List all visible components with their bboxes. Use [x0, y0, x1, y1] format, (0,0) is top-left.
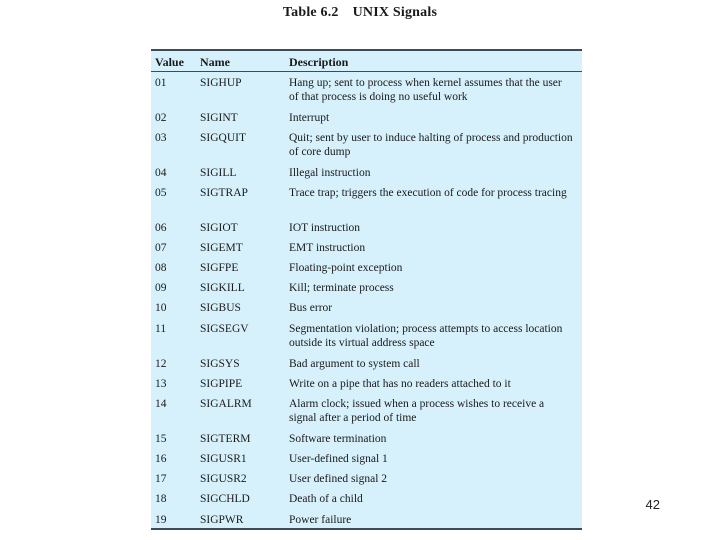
signal-name: SIGHUP: [200, 77, 242, 89]
signal-description: User defined signal 2: [289, 473, 388, 485]
signal-name: SIGFPE: [200, 262, 239, 274]
column-header-description: Description: [289, 55, 349, 69]
page-number: 42: [645, 497, 660, 512]
signal-value: 11: [155, 323, 167, 335]
signal-description: Hang up; sent to process when kernel assumes that the user of that process is doing no useful work: [289, 77, 562, 103]
signal-name: SIGEMT: [200, 242, 243, 254]
signals-table: [151, 49, 582, 530]
signal-name: SIGSYS: [200, 358, 240, 370]
table-title: [0, 5, 720, 21]
signal-description: Alarm clock; issued when a process wishes to receive a signal after a period of time: [289, 398, 545, 424]
signal-description: Interrupt: [289, 112, 330, 124]
signal-value: 14: [155, 398, 167, 410]
signal-name: SIGSEGV: [200, 323, 249, 335]
signal-description: Bus error: [289, 302, 333, 314]
signal-description: Write on a pipe that has no readers attached to it: [289, 378, 511, 390]
signal-description: User-defined signal 1: [289, 453, 388, 465]
signal-name: SIGTRAP: [200, 187, 248, 199]
signal-value: 12: [155, 358, 167, 370]
signal-name: SIGALRM: [200, 398, 252, 410]
signal-description: Segmentation violation; process attempts to access location outside its virtual address space: [289, 323, 563, 349]
signal-description: Bad argument to system call: [289, 358, 420, 370]
signal-name: SIGCHLD: [200, 493, 250, 505]
signal-value: 18: [155, 493, 167, 505]
signal-value: 06: [155, 222, 167, 234]
signal-description: Death of a child: [289, 493, 363, 505]
table-header: [151, 51, 582, 72]
column-header-name: Name: [200, 55, 230, 69]
signal-name: SIGUSR2: [200, 473, 247, 485]
signal-value: 13: [155, 378, 167, 390]
signal-name: SIGIOT: [200, 222, 238, 234]
signal-value: 16: [155, 453, 167, 465]
signal-value: 05: [155, 187, 167, 199]
signal-value: 02: [155, 112, 167, 124]
signal-value: 01: [155, 77, 167, 89]
signal-name: SIGPIPE: [200, 378, 243, 390]
column-header-value: Value: [155, 55, 184, 69]
signal-name: SIGBUS: [200, 302, 241, 314]
signal-name: SIGUSR1: [200, 453, 247, 465]
signal-value: 17: [155, 473, 167, 485]
signal-value: 04: [155, 167, 167, 179]
table-caption: UNIX Signals: [352, 5, 438, 20]
signal-description: Quit; sent by user to induce halting of process and production of core dump: [289, 132, 573, 158]
signal-value: 07: [155, 242, 167, 254]
signal-description: Software termination: [289, 433, 387, 445]
signal-description: Floating-point exception: [289, 262, 403, 274]
signal-description: IOT instruction: [289, 222, 361, 234]
signal-description: Kill; terminate process: [289, 282, 394, 294]
signal-name: SIGPWR: [200, 514, 244, 526]
signal-description: Illegal instruction: [289, 167, 371, 179]
signal-description: EMT instruction: [289, 242, 366, 254]
signal-name: SIGILL: [200, 167, 237, 179]
signal-name: SIGQUIT: [200, 132, 246, 144]
signal-value: 10: [155, 302, 167, 314]
signal-description: Trace trap; triggers the execution of code for process tracing: [289, 187, 567, 199]
signal-name: SIGKILL: [200, 282, 245, 294]
signal-description: Power failure: [289, 514, 352, 526]
signal-value: 03: [155, 132, 167, 144]
signal-value: 08: [155, 262, 167, 274]
signal-name: SIGTERM: [200, 433, 251, 445]
table-number: Table 6.2: [282, 5, 339, 20]
signal-name: SIGINT: [200, 112, 238, 124]
signal-value: 09: [155, 282, 167, 294]
signal-value: 19: [155, 514, 167, 526]
signal-value: 15: [155, 433, 167, 445]
